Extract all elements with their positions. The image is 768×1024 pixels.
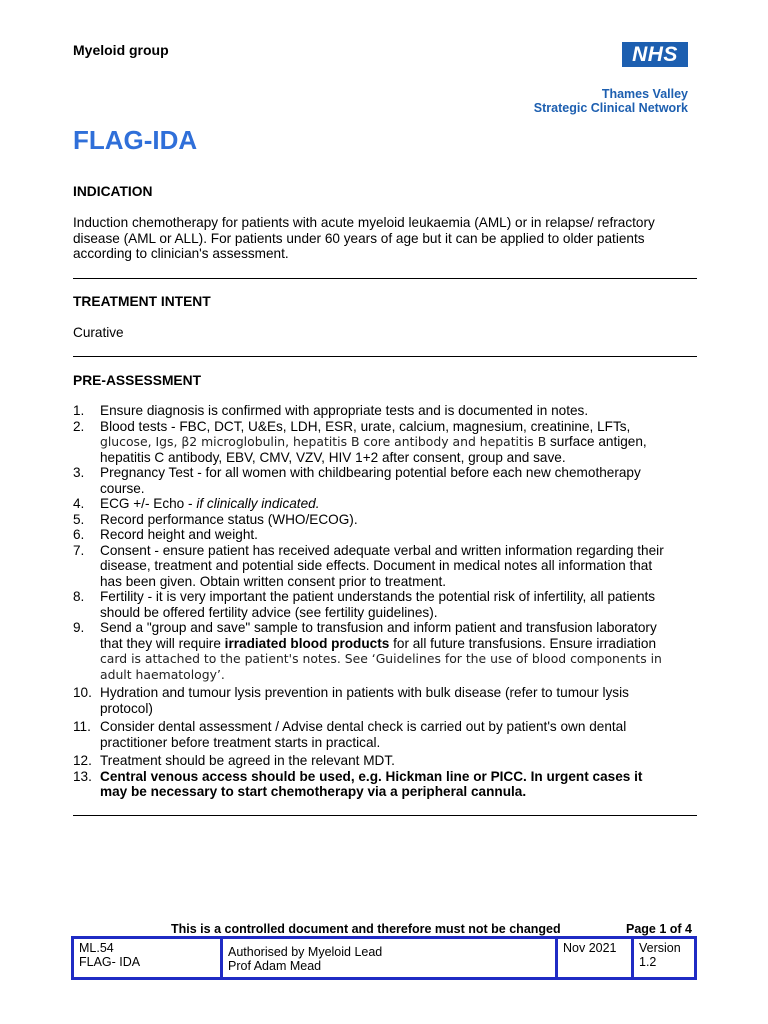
list-item <box>73 620 698 682</box>
version-label: Version <box>639 941 681 955</box>
document-title: FLAG-IDA <box>73 125 198 155</box>
item-text <box>100 719 698 750</box>
item-text <box>100 589 698 620</box>
item-number: 4. <box>73 496 85 511</box>
item-text <box>100 419 698 466</box>
item-line: has been given. Obtain written consent prior to treatment. <box>100 573 447 589</box>
item-text <box>100 543 698 590</box>
list-item <box>73 719 698 750</box>
item-segment-italic: if clinically indicated. <box>196 496 320 511</box>
doc-code: ML.54 <box>79 941 114 955</box>
indication-line: according to clinician's assessment. <box>73 246 289 261</box>
item-number: 8. <box>73 589 85 604</box>
item-number: 5. <box>73 511 85 527</box>
item-number: 9. <box>73 620 85 635</box>
list-item <box>73 403 698 419</box>
version-value: 1.2 <box>639 955 657 969</box>
list-item <box>73 527 698 543</box>
section-divider <box>73 815 697 816</box>
section-divider <box>73 278 697 279</box>
item-text: Record height and weight. <box>100 527 258 542</box>
item-number: 6. <box>73 527 85 542</box>
item-line: Consent - ensure patient has received adequate verbal and written information regarding their <box>100 542 664 558</box>
item-line: adult haematology’. <box>100 666 225 682</box>
item-line: should be offered fertility advice (see fertility guidelines). <box>100 604 438 620</box>
doc-name: FLAG- IDA <box>79 955 141 969</box>
item-line: protocol) <box>100 700 153 716</box>
indication-line: disease (AML or ALL). For patients under 60 years of age but it can be applied to older patients <box>73 230 645 246</box>
item-line: Send a "group and save" sample to transfusion and inform patient and transfusion laboratory <box>100 620 657 635</box>
item-line: Hydration and tumour lysis prevention in patients with bulk disease (refer to tumour lysis <box>100 685 629 700</box>
item-number: 2. <box>73 418 85 434</box>
item-line: hepatitis C antibody, EBV, CMV, VZV, HIV 1+2 after consent, group and save. <box>100 449 566 465</box>
item-segment: surface antigen, <box>546 434 647 449</box>
doc-date: Nov 2021 <box>563 941 617 955</box>
indication-text <box>73 215 698 262</box>
document-control-table <box>71 936 697 980</box>
preassessment-heading: PRE-ASSESSMENT <box>73 373 202 388</box>
item-line: Consider dental assessment / Advise dental check is carried out by patient's own dental <box>100 719 627 734</box>
controlled-document-note: This is a controlled document and therefore must not be changed <box>171 922 561 936</box>
doc-code-cell <box>74 939 220 977</box>
item-line: disease, treatment and potential side effects. Document in medical notes all information that <box>100 558 653 573</box>
network-name <box>534 87 688 115</box>
network-line-2: Strategic Clinical Network <box>533 101 688 115</box>
page-number: Page 1 of 4 <box>626 922 692 936</box>
authoriser-name: Prof Adam Mead <box>228 959 322 973</box>
item-text <box>100 620 698 682</box>
item-line: course. <box>100 480 145 496</box>
item-number: 7. <box>73 542 85 558</box>
list-item <box>73 589 698 620</box>
item-number: 11. <box>73 719 91 734</box>
item-segment: glucose, Igs, β2 microglobulin, hepatitis B core antibody and hepatitis B <box>100 434 547 449</box>
item-line: Central venous access should be used, e.g. Hickman line or PICC. In urgent cases it <box>100 768 643 784</box>
item-line: practitioner before treatment starts in practical. <box>100 734 381 750</box>
list-item <box>73 496 698 512</box>
list-item <box>73 753 698 769</box>
indication-heading: INDICATION <box>73 184 153 199</box>
section-divider <box>73 356 697 357</box>
group-label: Myeloid group <box>73 42 169 58</box>
authorised-cell <box>220 939 555 977</box>
item-number: 10. <box>73 685 92 700</box>
item-line: card is attached to the patient's notes. See ‘Guidelines for the use of blood components in <box>100 651 662 666</box>
item-segment: that they will require <box>100 635 225 651</box>
list-item <box>73 419 698 466</box>
item-number: 3. <box>73 465 85 480</box>
item-text <box>100 465 698 496</box>
item-line <box>100 434 698 450</box>
item-segment-bold: irradiated blood products <box>224 635 390 651</box>
item-number: 1. <box>73 403 85 418</box>
nhs-logo: NHS <box>622 42 688 67</box>
item-line: Blood tests - FBC, DCT, U&Es, LDH, ESR, urate, calcium, magnesium, creatinine, LFTs, <box>100 418 631 434</box>
item-line: Pregnancy Test - for all women with childbearing potential before each new chemotherapy <box>100 465 641 480</box>
list-item <box>73 512 698 528</box>
item-text: Record performance status (WHO/ECOG). <box>100 511 358 527</box>
version-cell <box>631 939 694 977</box>
item-line: may be necessary to start chemotherapy via a peripheral cannula. <box>100 784 527 799</box>
authorised-by: Authorised by Myeloid Lead <box>228 945 383 959</box>
list-item <box>73 685 698 716</box>
item-text <box>100 769 698 800</box>
item-text <box>100 685 698 716</box>
intent-value: Curative <box>73 325 124 340</box>
item-line: Fertility - it is very important the patient understands the potential risk of infertility, all patients <box>100 589 656 604</box>
item-line <box>100 636 698 652</box>
list-item <box>73 769 698 800</box>
item-text: Ensure diagnosis is confirmed with appropriate tests and is documented in notes. <box>100 403 589 418</box>
item-text: Treatment should be agreed in the relevant MDT. <box>100 753 395 768</box>
item-text <box>100 496 698 512</box>
indication-line: Induction chemotherapy for patients with acute myeloid leukaemia (AML) or in relapse/ refractory <box>73 215 655 230</box>
intent-heading: TREATMENT INTENT <box>73 294 211 309</box>
list-item <box>73 543 698 590</box>
network-line-1: Thames Valley <box>601 87 688 101</box>
date-cell <box>555 939 631 977</box>
preassessment-list <box>73 403 698 800</box>
list-item <box>73 465 698 496</box>
item-number: 12. <box>73 753 92 768</box>
item-number: 13. <box>73 768 92 784</box>
item-segment: for all future transfusions. Ensure irradiation <box>389 635 657 651</box>
item-segment: ECG +/- Echo - <box>100 496 197 511</box>
